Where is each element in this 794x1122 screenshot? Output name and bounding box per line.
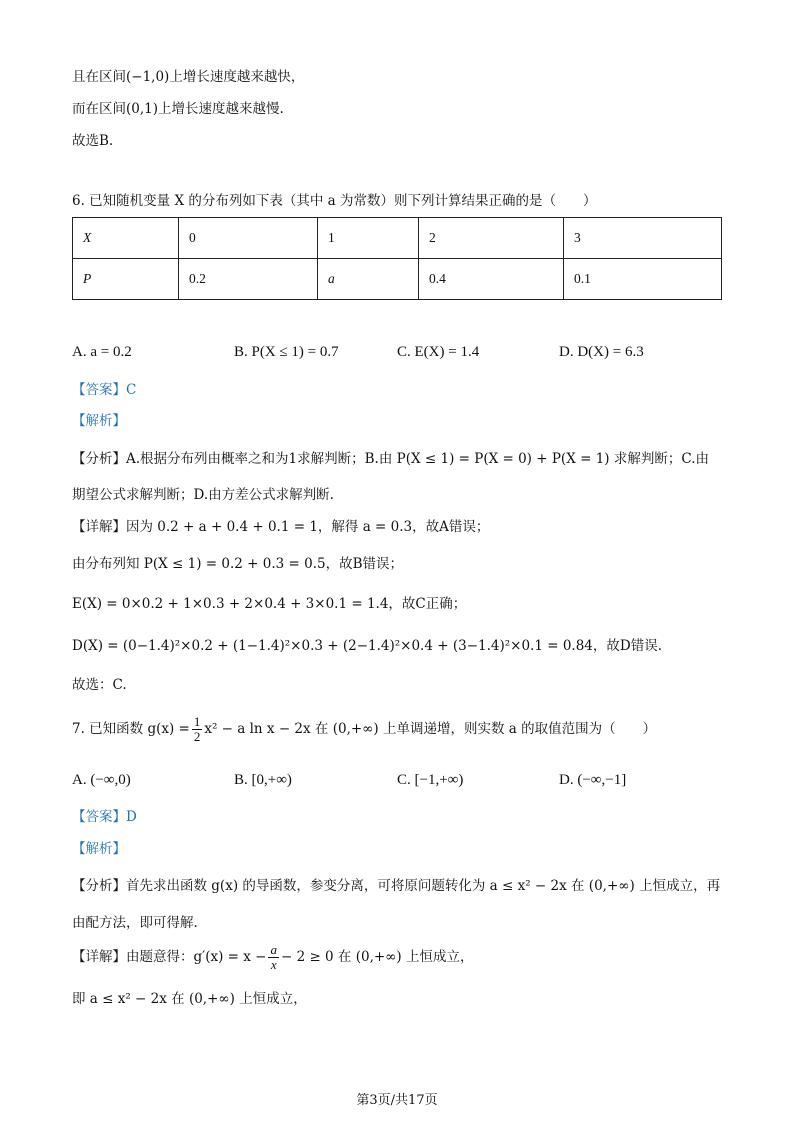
q7-analysis-label: 【解析】: [72, 841, 126, 857]
q7-detail-post: − 2 ≥ 0 在 (0,+∞) 上恒成立，: [280, 949, 474, 965]
q7-stem: [72, 712, 656, 746]
q7-answer: 【答案】D: [72, 809, 137, 825]
table-cell: a: [318, 259, 419, 300]
table-cell: X: [73, 218, 179, 259]
table-cell: 3: [564, 218, 722, 259]
q7-stem-pre: 7. 已知函数 g(x) =: [72, 721, 190, 737]
q7-option-a: A. (−∞,0): [72, 772, 131, 788]
q6-conclusion: 故选：C.: [72, 677, 127, 693]
q6-analysis-label: 【解析】: [72, 413, 126, 429]
distribution-table: [72, 217, 722, 300]
table-row: [73, 259, 722, 300]
q6-options: [72, 344, 722, 364]
fraction-numerator: 1: [193, 714, 201, 729]
q7-option-b: B. [0,+∞): [234, 772, 292, 788]
q6-fenxi-2: 期望公式求解判断；D.由方差公式求解判断.: [72, 487, 334, 503]
prev-line-1: 且在区间(−1,0)上增长速度越来越快，: [72, 69, 305, 85]
prev-line-2: 而在区间(0,1)上增长速度越来越慢.: [72, 101, 284, 117]
q7-options: [72, 772, 722, 792]
q6-detail-2: 由分布列知 P(X ≤ 1) = 0.2 + 0.3 = 0.5，故B错误；: [72, 556, 404, 572]
q6-option-a: A. a = 0.2: [72, 344, 132, 360]
table-cell: 1: [318, 218, 419, 259]
q6-option-c: C. E(X) = 1.4: [397, 344, 480, 360]
table-cell: 2: [419, 218, 564, 259]
q7-detail-2: 即 a ≤ x² − 2x 在 (0,+∞) 上恒成立，: [72, 991, 307, 1007]
fraction-denominator: 2: [193, 729, 201, 744]
q7-fraction: [192, 715, 203, 744]
q7-fenxi-1: 【分析】首先求出函数 g(x) 的导函数，参变分离，可将原问题转化为 a ≤ x² − 2x 在 (0,+∞) 上恒成立，再: [72, 878, 721, 894]
q7-option-d: D. (−∞,−1]: [559, 772, 627, 788]
page-footer: 第3页/共17页: [356, 1093, 438, 1108]
table-cell: P: [73, 259, 179, 300]
table-cell: 0.4: [419, 259, 564, 300]
q6-detail-1: 【详解】因为 0.2 + a + 0.4 + 0.1 = 1，解得 a = 0.3，故A错误；: [72, 519, 490, 535]
fraction-numerator: a: [270, 942, 277, 957]
q7-fenxi-2: 由配方法，即可得解.: [72, 915, 198, 931]
q7-option-c: C. [−1,+∞): [397, 772, 464, 788]
q7-detail-pre: 【详解】由题意得：g′(x) = x −: [72, 949, 267, 965]
table-cell: 0: [179, 218, 318, 259]
q7-stem-post: x² − a ln x − 2x 在 (0,+∞) 上单调递增，则实数 a 的取值范围为（ ）: [204, 721, 657, 737]
q7-detail-1: [72, 940, 474, 974]
q6-stem: 6. 已知随机变量 X 的分布列如下表（其中 a 为常数）则下列计算结果正确的是（ ）: [72, 193, 597, 209]
q7-detail-fraction: [268, 943, 279, 972]
q6-option-d: D. D(X) = 6.3: [559, 344, 644, 360]
q6-answer: 【答案】C: [72, 382, 137, 398]
q6-fenxi-1: 【分析】A.根据分布列由概率之和为1求解判断；B.由 P(X ≤ 1) = P(X = 0) + P(X = 1) 求解判断；C.由: [72, 451, 709, 467]
q6-detail-3: E(X) = 0×0.2 + 1×0.3 + 2×0.4 + 3×0.1 = 1.4，故C正确；: [72, 596, 467, 612]
q6-option-b: B. P(X ≤ 1) = 0.7: [234, 344, 339, 360]
table-cell: 0.2: [179, 259, 318, 300]
fraction-denominator: x: [270, 957, 277, 972]
table-row: [73, 218, 722, 259]
q6-detail-4: D(X) = (0−1.4)²×0.2 + (1−1.4)²×0.3 + (2−1.4)²×0.4 + (3−1.4)²×0.1 = 0.84，故D错误.: [72, 638, 662, 654]
prev-line-3: 故选B.: [72, 133, 114, 149]
document-page: [72, 0, 722, 1122]
table-cell: 0.1: [564, 259, 722, 300]
